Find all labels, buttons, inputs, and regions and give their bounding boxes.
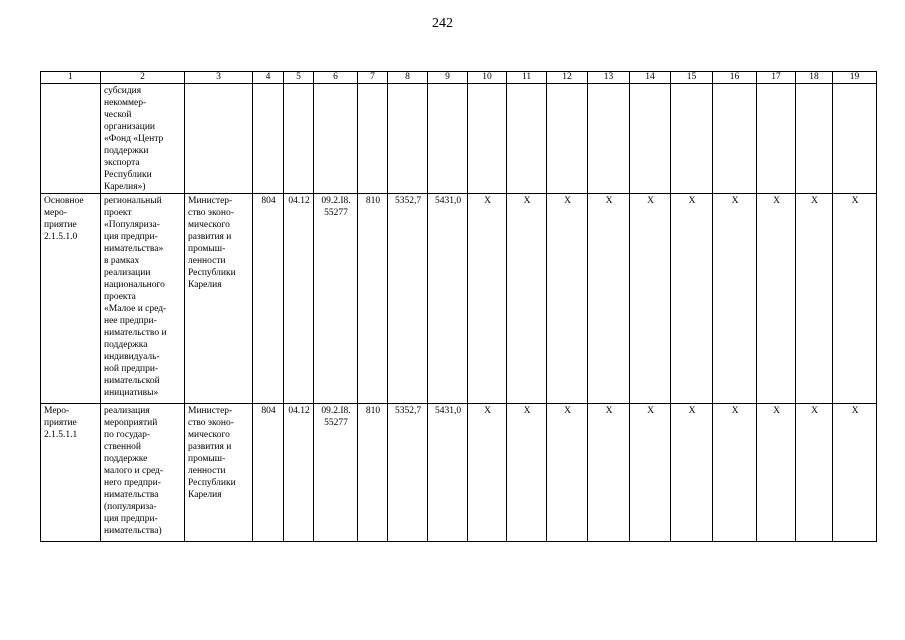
column-header: 2 xyxy=(101,72,185,84)
table-cell xyxy=(507,84,547,194)
table-cell xyxy=(185,84,253,194)
table-cell: 810 xyxy=(358,404,388,542)
table-cell xyxy=(630,84,671,194)
table-cell: 04.12 xyxy=(284,404,314,542)
table-cell xyxy=(284,84,314,194)
table-cell: Основное меро- приятие 2.1.5.1.0 xyxy=(41,194,101,404)
column-header: 7 xyxy=(358,72,388,84)
table-cell xyxy=(547,84,588,194)
column-header: 19 xyxy=(833,72,877,84)
table-cell: Меро- приятие 2.1.5.1.1 xyxy=(41,404,101,542)
table-cell xyxy=(713,84,757,194)
table-cell xyxy=(796,84,833,194)
table-cell: X xyxy=(630,194,671,404)
table-cell: X xyxy=(507,404,547,542)
table-row xyxy=(41,194,877,404)
table-cell: X xyxy=(507,194,547,404)
table-cell: X xyxy=(588,194,630,404)
header-row xyxy=(41,72,877,84)
table-cell: X xyxy=(713,404,757,542)
table-cell: 5431,0 xyxy=(428,194,468,404)
table-cell: X xyxy=(671,404,713,542)
column-header: 6 xyxy=(314,72,358,84)
table-cell: реализация мероприятий по государ- ственной поддержке малого и сред- него предпри- нимательства (популяриза- ция предпри- нимательства) xyxy=(101,404,185,542)
column-header: 1 xyxy=(41,72,101,84)
column-header: 12 xyxy=(547,72,588,84)
page-number: 242 xyxy=(432,16,453,31)
table-cell: 04.12 xyxy=(284,194,314,404)
table-cell: X xyxy=(796,194,833,404)
table-cell: X xyxy=(833,194,877,404)
table-cell: X xyxy=(588,404,630,542)
table-cell: 810 xyxy=(358,194,388,404)
table-cell: X xyxy=(713,194,757,404)
column-header: 8 xyxy=(388,72,428,84)
budget-table xyxy=(40,71,877,542)
table-cell xyxy=(358,84,388,194)
table-cell: Министер- ство эконо- мического развития и промыш- ленности Республики Карелия xyxy=(185,404,253,542)
table-cell: X xyxy=(468,194,507,404)
table-cell: субсидия некоммер- ческой организации «Фонд «Центр поддержки экспорта Республики Карелия») xyxy=(101,84,185,194)
column-header: 10 xyxy=(468,72,507,84)
table-cell: региональный проект «Популяриза- ция предпри- нимательства» в рамках реализации национального проекта «Малое и сред- нее предпри- нимательство и поддержка индивидуаль- ной предпри- нимательской инициативы» xyxy=(101,194,185,404)
column-header: 3 xyxy=(185,72,253,84)
table-cell: X xyxy=(833,404,877,542)
column-header: 9 xyxy=(428,72,468,84)
table-cell: 804 xyxy=(253,404,284,542)
table-cell: 09.2.I8. 55277 xyxy=(314,194,358,404)
table-cell xyxy=(757,84,796,194)
table-cell: X xyxy=(671,194,713,404)
column-header: 18 xyxy=(796,72,833,84)
table-cell xyxy=(41,84,101,194)
table-cell: 5352,7 xyxy=(388,404,428,542)
column-header: 13 xyxy=(588,72,630,84)
table-cell xyxy=(314,84,358,194)
column-header: 11 xyxy=(507,72,547,84)
table-cell xyxy=(253,84,284,194)
table-cell: 09.2.I8. 55277 xyxy=(314,404,358,542)
table-cell xyxy=(671,84,713,194)
column-header: 5 xyxy=(284,72,314,84)
table-cell: 804 xyxy=(253,194,284,404)
table-cell: 5431,0 xyxy=(428,404,468,542)
table-cell: X xyxy=(796,404,833,542)
table-row xyxy=(41,84,877,194)
table-cell: X xyxy=(547,194,588,404)
column-header: 4 xyxy=(253,72,284,84)
table-cell: Министер- ство эконо- мического развития и промыш- ленности Республики Карелия xyxy=(185,194,253,404)
table-cell xyxy=(388,84,428,194)
table-cell: 5352,7 xyxy=(388,194,428,404)
table-cell: X xyxy=(757,404,796,542)
table-cell: X xyxy=(630,404,671,542)
table-cell: X xyxy=(757,194,796,404)
table-cell xyxy=(468,84,507,194)
table-cell: X xyxy=(468,404,507,542)
column-header: 16 xyxy=(713,72,757,84)
column-header: 15 xyxy=(671,72,713,84)
table-cell: X xyxy=(547,404,588,542)
column-header: 14 xyxy=(630,72,671,84)
table-cell xyxy=(833,84,877,194)
table-cell xyxy=(428,84,468,194)
column-header: 17 xyxy=(757,72,796,84)
table-cell xyxy=(588,84,630,194)
table-row xyxy=(41,404,877,542)
